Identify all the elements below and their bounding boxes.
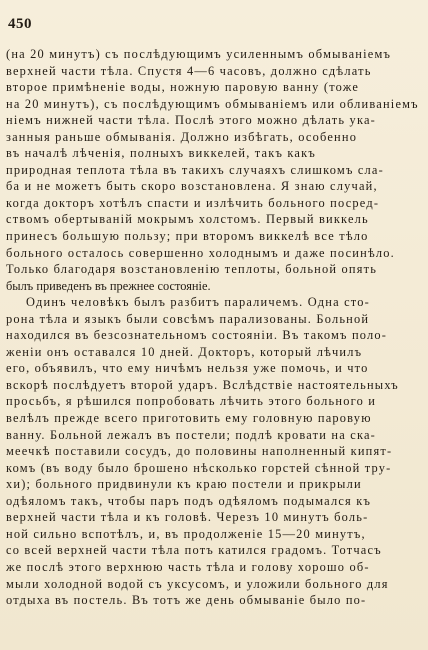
text-line: же послѣ этого верхнюю часть тѣла и голову хорошо об- xyxy=(6,559,370,574)
text-line: природная теплота тѣла въ такихъ случаяхъ слишкомъ сла- xyxy=(6,162,384,177)
text-line: въ началѣ лѣченія, полныхъ виккелей, такъ какъ xyxy=(6,146,316,161)
text-line: (на 20 минутъ) съ послѣдующимъ усиленнымъ обмываніемъ xyxy=(6,47,392,61)
text-line: принесъ большую пользу; при второмъ виккелѣ все тѣло xyxy=(6,229,369,244)
text-line: мыли холодной водой съ уксусомъ, и уложили больного для xyxy=(6,576,389,591)
text-line: ба и не можетъ быть скоро возстановлена. Я знаю случай, xyxy=(6,179,378,194)
text-line: находился въ безсознательномъ состояніи. Въ такомъ поло- xyxy=(6,328,388,343)
text-line: одѣяломъ такъ, чтобы паръ подъ одѣяломъ подымался къ xyxy=(6,493,372,508)
text-line: ствомъ обертываній мокрымъ холстомъ. Первый виккель xyxy=(6,212,369,227)
text-line: на 20 минутъ), съ послѣдующимъ обмываніемъ или обливаніемъ xyxy=(6,96,419,111)
text-line: меечкѣ поставили сосудъ, до половины наполненный кипят- xyxy=(6,444,393,459)
text-line: отдыха въ постель. Въ тотъ же день обмываніе было по- xyxy=(6,593,367,608)
text-line: ной сильно вспотѣлъ, и, въ продолженіе 15—20 минутъ, xyxy=(6,526,366,541)
text-line: хи); больного придвинули къ краю постели и прикрыли xyxy=(6,477,362,492)
text-line: комъ (въ воду было брошено нѣсколько горстей сѣнной тру- xyxy=(6,460,392,475)
text-line: вскорѣ послѣдуетъ второй ударъ. Вслѣдствіе настоятельныхъ xyxy=(6,377,399,392)
text-line: велѣлъ прежде всего приготовить ему головную паровую xyxy=(6,411,372,426)
text-line: просьбъ, я рѣшился попробовать лѣчить этого больного и xyxy=(6,394,377,409)
body-text xyxy=(6,46,420,609)
text-line: женіи онъ оставался 10 дней. Докторъ, который лѣчилъ xyxy=(6,344,363,359)
text-line: верхней части тѣла и къ головѣ. Черезъ 10 минутъ боль- xyxy=(6,510,369,525)
text-line: второе примѣненіе воды, ножную паровую ванну (тоже xyxy=(6,80,360,95)
text-line: былъ приведенъ въ прежнее состояніе. xyxy=(6,278,211,293)
text-line: ванну. Больной лежалъ въ постели; подлѣ кровати на ска- xyxy=(6,427,377,442)
text-line: ніемъ нижней части тѣла. Послѣ этого можно дѣлать ука- xyxy=(6,113,377,128)
text-line: Одинъ человѣкъ былъ разбитъ параличемъ. Одна сто- xyxy=(26,295,370,310)
text-line: Только благодаря возстановленію теплоты, больной опять xyxy=(6,262,378,277)
page-number: 450 xyxy=(8,16,32,32)
text-line: когда докторъ хотѣлъ спасти и излѣчить больного посред- xyxy=(6,195,380,210)
text-line: рона тѣла и языкъ были совсѣмъ парализованы. Больной xyxy=(6,311,370,326)
text-line: занныя раньше обмыванія. Должно избѣгать, особенно xyxy=(6,129,358,144)
text-line: его, объявилъ, что ему ничѣмъ нельзя уже помочь, и что xyxy=(6,361,369,376)
text-line: со всей верхней части тѣла потъ катился градомъ. Тотчасъ xyxy=(6,543,382,558)
text-line: верхней части тѣла. Спустя 4—6 часовъ, должно сдѣлать xyxy=(6,63,372,78)
text-line: больного осталось совершенно холоднымъ и даже посинѣло. xyxy=(6,245,395,260)
